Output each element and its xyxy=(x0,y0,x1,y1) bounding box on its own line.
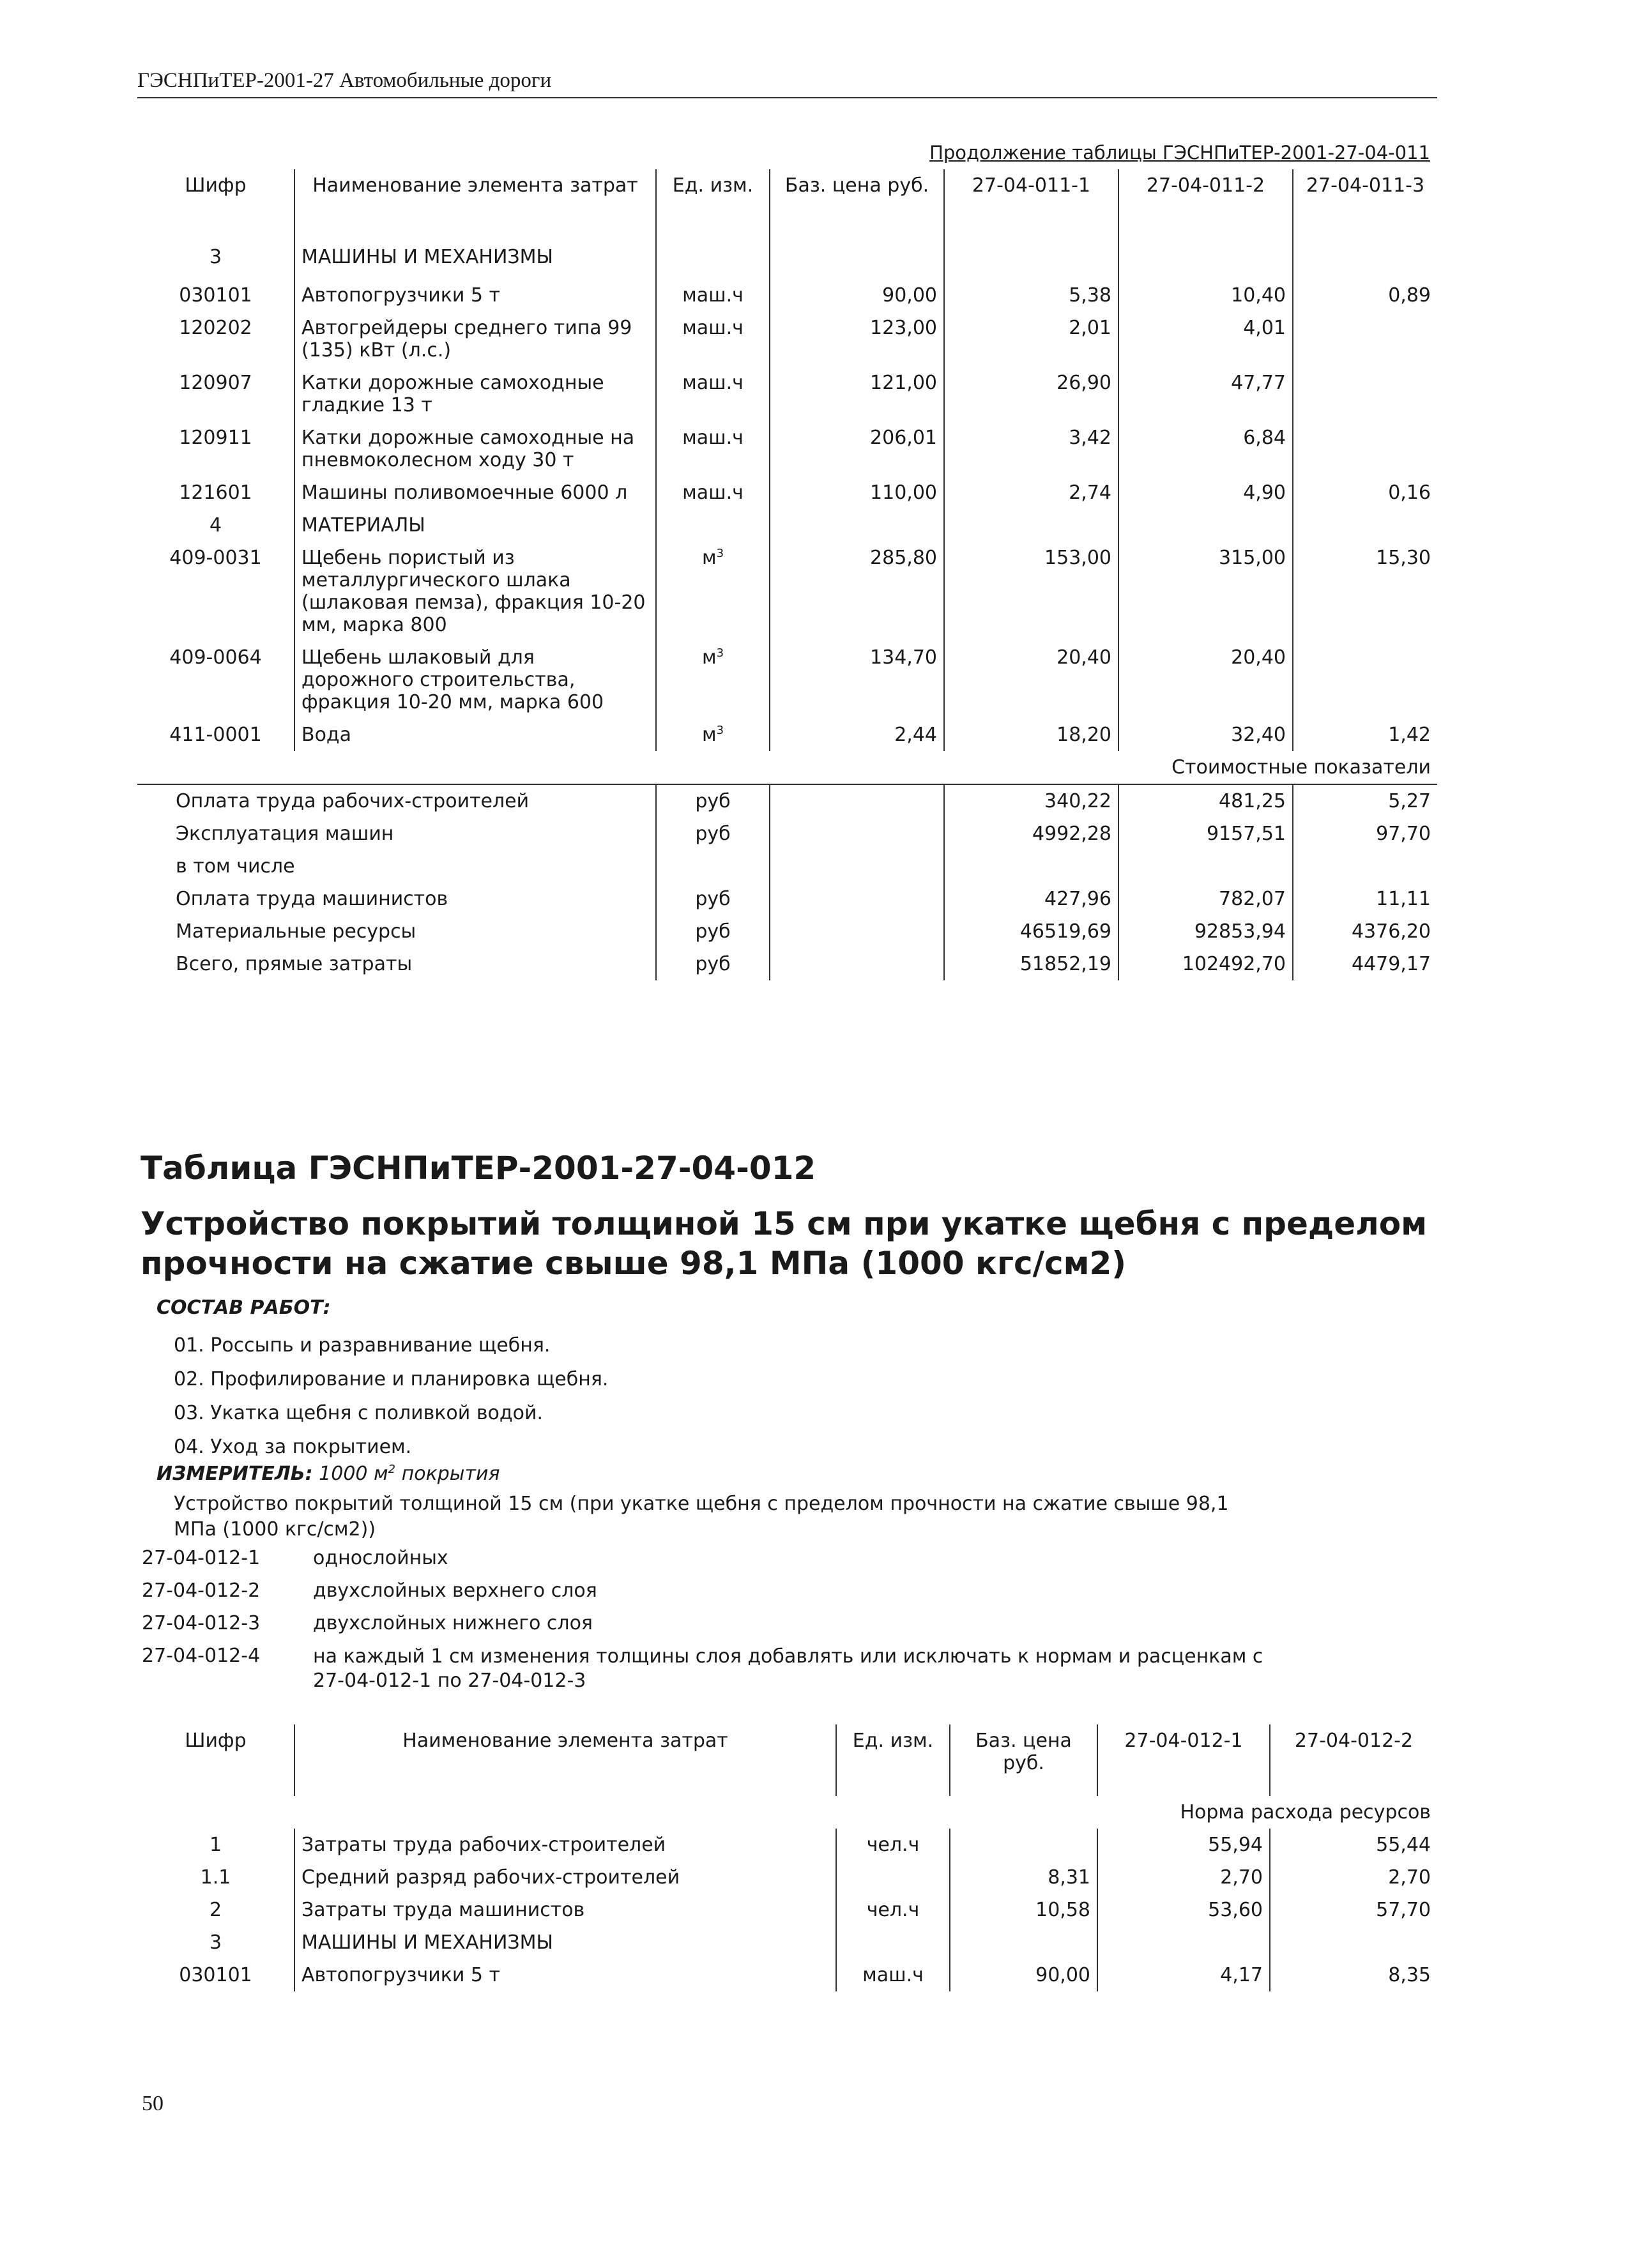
row-name: Затраты труда машинистов xyxy=(294,1894,836,1926)
section-title: МАТЕРИАЛЫ xyxy=(294,509,656,542)
row-price: 121,00 xyxy=(770,367,944,422)
table-row xyxy=(137,422,1437,476)
header-name: Наименование элемента затрат xyxy=(294,169,656,241)
work-item: 01. Россыпь и разравнивание щебня. xyxy=(174,1334,551,1357)
works-list xyxy=(174,1328,608,1464)
header-unit: Ед. изм. xyxy=(836,1724,950,1796)
row-name: Вода xyxy=(294,719,656,751)
row-price: 206,01 xyxy=(770,422,944,476)
header-col-3: 27-04-011-3 xyxy=(1293,169,1437,241)
row-name: Машины поливомоечные 6000 л xyxy=(294,476,656,509)
rate-text: двухслойных верхнего слоя xyxy=(313,1579,597,1602)
row-code: 3 xyxy=(209,1931,222,1954)
row-code: 030101 xyxy=(179,1964,252,1986)
row-code: 411-0001 xyxy=(169,724,262,746)
table-row xyxy=(137,1894,1437,1926)
row-code: 4 xyxy=(209,514,222,537)
row-unit: маш.ч xyxy=(836,1959,950,1991)
cost-value-1: 46519,69 xyxy=(944,915,1118,948)
row-code: 030101 xyxy=(179,284,252,307)
cost-indicators-row xyxy=(137,751,1437,784)
row-unit: $м^3$ xyxy=(656,641,770,719)
row-name: Автопогрузчики 5 т xyxy=(294,279,656,312)
row-value-2: 10,40 xyxy=(1118,279,1293,312)
work-item: 03. Укатка щебня с поливкой водой. xyxy=(174,1402,543,1424)
cost-name: Материальные ресурсы xyxy=(176,920,416,943)
row-value-2: 4,90 xyxy=(1118,476,1293,509)
table-row xyxy=(137,719,1437,751)
row-code: 120911 xyxy=(179,427,252,449)
header-price: Баз. цена руб. xyxy=(950,1724,1097,1796)
section-heading: Устройство покрытий толщиной 15 см при укатке щебня с пределом прочности на сжатие свыше 98,1 МПа (1000 кгс/см2) xyxy=(141,1205,1428,1282)
row-unit: $м^3$ xyxy=(656,719,770,751)
table-row xyxy=(137,312,1437,367)
table1-body xyxy=(137,241,1437,980)
row-unit: маш.ч xyxy=(656,367,770,422)
row-value-2: 8,35 xyxy=(1270,1959,1437,1991)
cost-unit: руб xyxy=(656,784,770,818)
row-code: 121601 xyxy=(179,482,252,504)
row-value-1: 55,94 xyxy=(1097,1829,1270,1861)
row-value-1: 153,00 xyxy=(944,542,1118,641)
cost-value-2: 481,25 xyxy=(1118,784,1293,818)
resource-table-04-011 xyxy=(137,169,1437,980)
table-row xyxy=(137,367,1437,422)
row-price: 90,00 xyxy=(950,1959,1097,1991)
header-price: Баз. цена руб. xyxy=(770,169,944,241)
table-row xyxy=(137,279,1437,312)
rate-code: 27-04-012-2 xyxy=(142,1579,261,1602)
list-item xyxy=(142,1643,1297,1694)
row-price: 110,00 xyxy=(770,476,944,509)
row-code: 409-0064 xyxy=(169,646,262,669)
row-name: Автогрейдеры среднего типа 99 (135) кВт (л.с.) xyxy=(294,312,656,367)
row-price: 123,00 xyxy=(770,312,944,367)
cost-value-2: 92853,94 xyxy=(1118,915,1293,948)
row-value-1: 3,42 xyxy=(944,422,1118,476)
row-value-2: 6,84 xyxy=(1118,422,1293,476)
header-code: Шифр xyxy=(185,1730,247,1752)
row-value-1: 5,38 xyxy=(944,279,1118,312)
cost-name: в том числе xyxy=(176,855,295,878)
cost-value-3: 5,27 xyxy=(1293,784,1437,818)
cost-unit: руб xyxy=(656,915,770,948)
row-value-3: 0,89 xyxy=(1293,279,1437,312)
row-value-2: 20,40 xyxy=(1118,641,1293,719)
header-col-1: 27-04-012-1 xyxy=(1097,1724,1270,1796)
table-continuation-note: Продолжение таблицы ГЭСНПиТЕР-2001-27-04-011 xyxy=(929,142,1430,164)
row-value-1: 26,90 xyxy=(944,367,1118,422)
row-value-1: 18,20 xyxy=(944,719,1118,751)
cost-row xyxy=(137,948,1437,980)
row-unit: маш.ч xyxy=(656,476,770,509)
section-title: МАШИНЫ И МЕХАНИЗМЫ xyxy=(294,241,656,279)
table-row xyxy=(137,641,1437,719)
rate-code: 27-04-012-1 xyxy=(142,1547,261,1569)
work-item: 04. Уход за покрытием. xyxy=(174,1436,412,1458)
cost-name: Всего, прямые затраты xyxy=(176,953,413,975)
row-code: 120907 xyxy=(179,372,252,394)
row-value-1: 4,17 xyxy=(1097,1959,1270,1991)
norm-label-row xyxy=(137,1796,1437,1829)
table-row xyxy=(137,1959,1437,1991)
rate-codes-list xyxy=(142,1546,1297,1694)
cost-value-1: 4992,28 xyxy=(944,818,1118,850)
cost-value-2: 782,07 xyxy=(1118,883,1293,915)
rate-code: 27-04-012-4 xyxy=(142,1645,261,1667)
header-name: Наименование элемента затрат xyxy=(294,1724,836,1796)
header-code: Шифр xyxy=(185,174,247,197)
cost-value-1: 51852,19 xyxy=(944,948,1118,980)
norm-label: Норма расхода ресурсов xyxy=(1180,1801,1431,1823)
cost-value-1: 340,22 xyxy=(944,784,1118,818)
row-value-3 xyxy=(1293,312,1437,367)
cost-name: Эксплуатация машин xyxy=(176,823,394,845)
cost-indicators-label: Стоимостные показатели xyxy=(137,751,1437,784)
row-value-2: 47,77 xyxy=(1118,367,1293,422)
running-head: ГЭСНПиТЕР-2001-27 Автомобильные дороги xyxy=(137,69,552,92)
cost-value-2: 102492,70 xyxy=(1118,948,1293,980)
rate-code: 27-04-012-3 xyxy=(142,1612,261,1634)
row-value-1: 20,40 xyxy=(944,641,1118,719)
rate-text: однослойных xyxy=(313,1547,448,1569)
meter-value: 1000 $м^2$ покрытия xyxy=(319,1463,500,1485)
row-unit: маш.ч xyxy=(656,422,770,476)
resource-table-04-012 xyxy=(137,1724,1437,1991)
section-title: МАШИНЫ И МЕХАНИЗМЫ xyxy=(294,1926,836,1959)
header-col-2: 27-04-011-2 xyxy=(1118,169,1293,241)
row-price: 10,58 xyxy=(950,1894,1097,1926)
works-label: СОСТАВ РАБОТ: xyxy=(156,1297,331,1319)
rate-text: на каждый 1 см изменения толщины слоя добавлять или исключать к нормам и расценкам с 27-04-012-1 по 27-04-012-3 xyxy=(313,1645,1263,1692)
row-value-3 xyxy=(1293,367,1437,422)
row-name: Щебень пористый из металлургического шлака (шлаковая пемза), фракция 10-20 мм, марка 800 xyxy=(294,542,656,641)
row-value-1: 2,70 xyxy=(1097,1861,1270,1894)
row-price: 90,00 xyxy=(770,279,944,312)
row-name: Катки дорожные самоходные гладкие 13 т xyxy=(294,367,656,422)
row-unit: чел.ч xyxy=(836,1829,950,1861)
list-item xyxy=(142,1546,1297,1578)
row-name: Щебень шлаковый для дорожного строительства, фракция 10-20 мм, марка 600 xyxy=(294,641,656,719)
table-row xyxy=(137,542,1437,641)
table-row xyxy=(137,1861,1437,1894)
row-price: 134,70 xyxy=(770,641,944,719)
table-row xyxy=(137,476,1437,509)
row-value-2: 55,44 xyxy=(1270,1829,1437,1861)
row-code: 120202 xyxy=(179,317,252,339)
row-code: 2 xyxy=(209,1899,222,1921)
measure-description: Устройство покрытий толщиной 15 см (при укатке щебня с пределом прочности на сжатие свыше 98,1 МПа (1000 кгс/см2)) xyxy=(174,1493,1229,1541)
cost-unit: руб xyxy=(656,818,770,850)
row-value-3: 0,16 xyxy=(1293,476,1437,509)
row-price xyxy=(950,1829,1097,1861)
cost-value-2: 9157,51 xyxy=(1118,818,1293,850)
cost-value-3: 97,70 xyxy=(1293,818,1437,850)
row-value-2: 315,00 xyxy=(1118,542,1293,641)
cost-value-3: 4479,17 xyxy=(1293,948,1437,980)
list-item xyxy=(142,1611,1297,1643)
row-code: 1.1 xyxy=(200,1866,231,1889)
row-value-2: 2,70 xyxy=(1270,1861,1437,1894)
meter-label: ИЗМЕРИТЕЛЬ: xyxy=(156,1463,313,1485)
cost-row xyxy=(137,818,1437,850)
row-value-2: 4,01 xyxy=(1118,312,1293,367)
row-name: Автопогрузчики 5 т xyxy=(294,1959,836,1991)
row-value-1: 2,74 xyxy=(944,476,1118,509)
row-value-3 xyxy=(1293,641,1437,719)
cost-row xyxy=(137,883,1437,915)
row-code: 409-0031 xyxy=(169,547,262,569)
cost-value-3: 4376,20 xyxy=(1293,915,1437,948)
meter-line xyxy=(156,1463,500,1485)
cost-name: Оплата труда машинистов xyxy=(176,888,448,910)
row-value-1: 2,01 xyxy=(944,312,1118,367)
row-code: 3 xyxy=(209,246,222,268)
row-value-2: 57,70 xyxy=(1270,1894,1437,1926)
cost-value-3: 11,11 xyxy=(1293,883,1437,915)
cost-name: Оплата труда рабочих-строителей xyxy=(176,790,530,812)
table-row xyxy=(137,509,1437,542)
header-col-1: 27-04-011-1 xyxy=(944,169,1118,241)
work-item: 02. Профилирование и планировка щебня. xyxy=(174,1368,609,1390)
cost-row xyxy=(137,784,1437,818)
cost-value-1: 427,96 xyxy=(944,883,1118,915)
table-row xyxy=(137,1829,1437,1861)
row-unit: $м^3$ xyxy=(656,542,770,641)
table-title: Таблица ГЭСНПиТЕР-2001-27-04-012 xyxy=(141,1150,816,1187)
row-value-3: 1,42 xyxy=(1293,719,1437,751)
row-unit: маш.ч xyxy=(656,312,770,367)
cost-row xyxy=(137,915,1437,948)
table2-body xyxy=(137,1796,1437,1991)
header-unit: Ед. изм. xyxy=(656,169,770,241)
table-row xyxy=(137,1926,1437,1959)
header-col-2: 27-04-012-2 xyxy=(1270,1724,1437,1796)
row-unit xyxy=(836,1861,950,1894)
row-price: 285,80 xyxy=(770,542,944,641)
row-value-3: 15,30 xyxy=(1293,542,1437,641)
row-name: Затраты труда рабочих-строителей xyxy=(294,1829,836,1861)
row-value-3 xyxy=(1293,422,1437,476)
row-unit: чел.ч xyxy=(836,1894,950,1926)
row-name: Средний разряд рабочих-строителей xyxy=(294,1861,836,1894)
rate-text: двухслойных нижнего слоя xyxy=(313,1612,593,1634)
row-value-1: 53,60 xyxy=(1097,1894,1270,1926)
row-name: Катки дорожные самоходные на пневмоколесном ходу 30 т xyxy=(294,422,656,476)
row-code: 1 xyxy=(209,1834,222,1856)
cost-row xyxy=(137,850,1437,883)
cost-unit: руб xyxy=(656,883,770,915)
row-value-2: 32,40 xyxy=(1118,719,1293,751)
row-unit: маш.ч xyxy=(656,279,770,312)
page-number: 50 xyxy=(142,2092,164,2115)
table-row xyxy=(137,241,1437,279)
row-price: 8,31 xyxy=(950,1861,1097,1894)
row-price: 2,44 xyxy=(770,719,944,751)
cost-unit: руб xyxy=(656,948,770,980)
list-item xyxy=(142,1578,1297,1611)
header-divider xyxy=(137,97,1437,98)
